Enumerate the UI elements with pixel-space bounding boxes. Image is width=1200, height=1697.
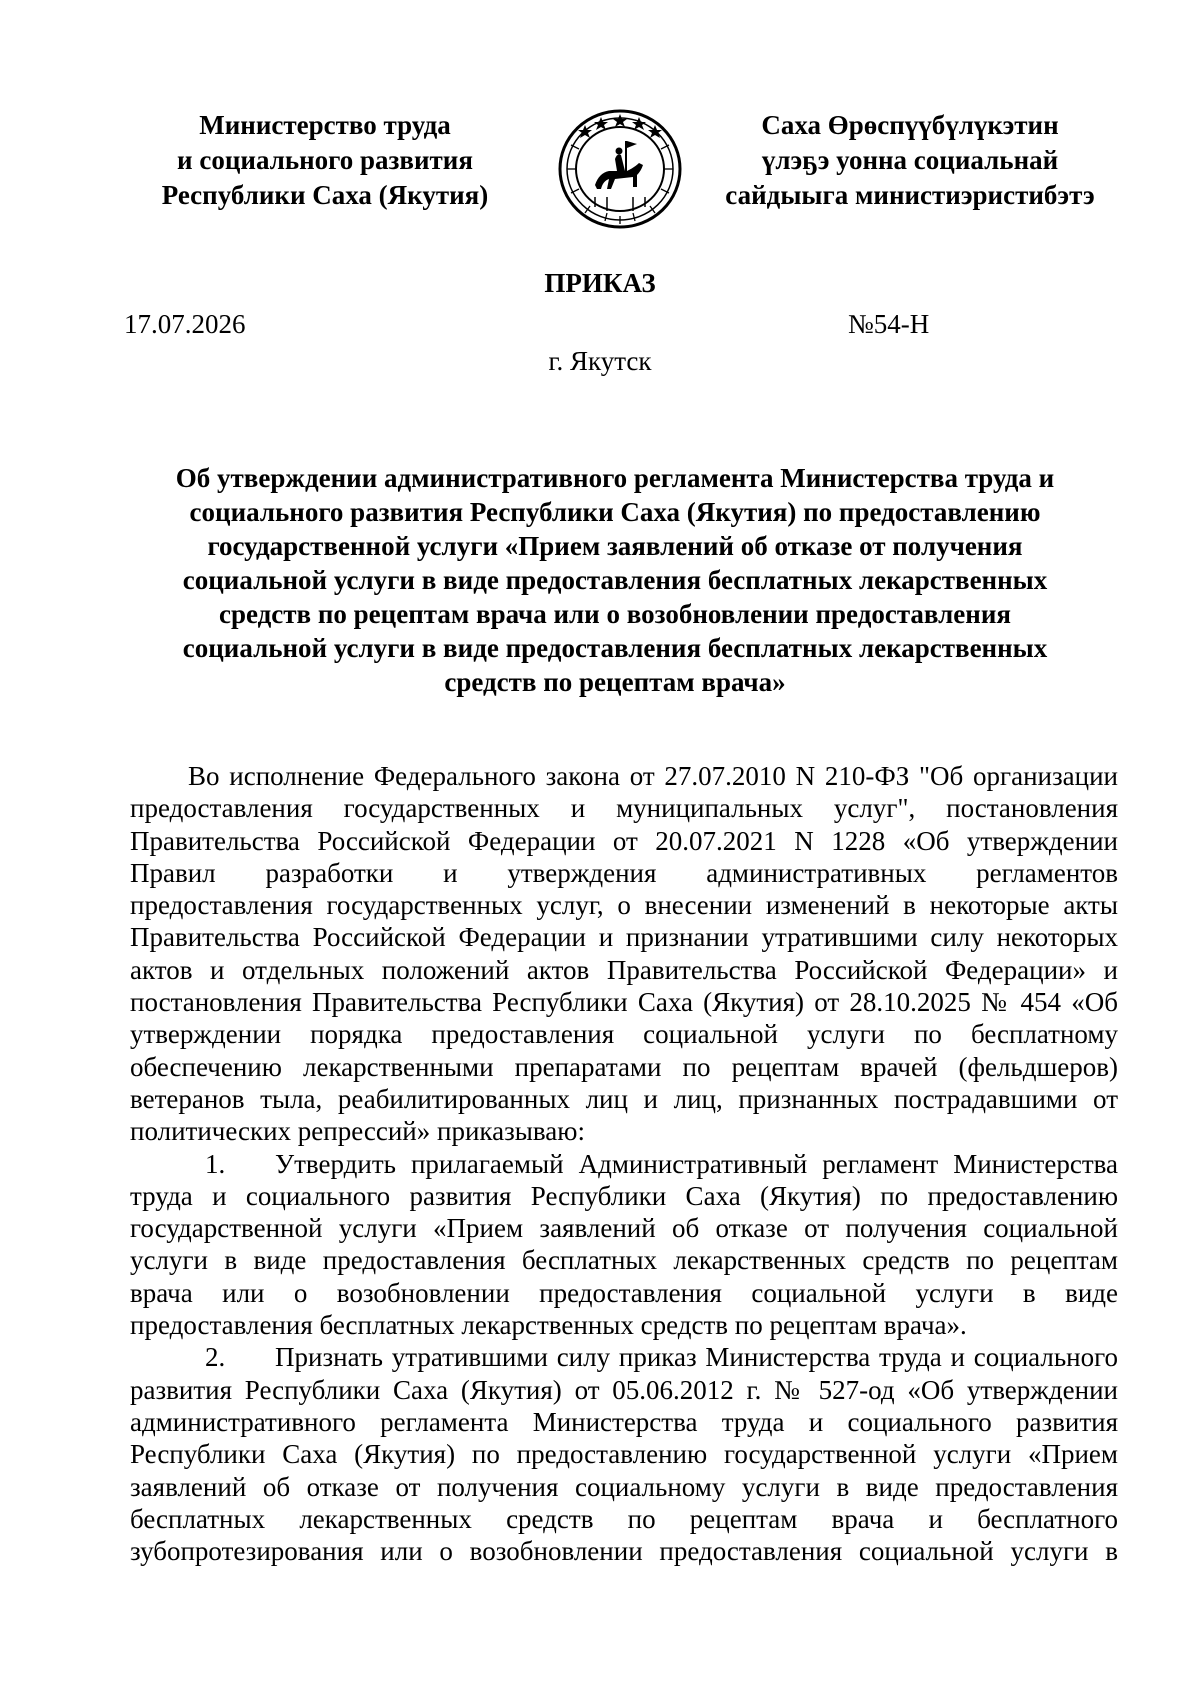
- org-name-yakut: [715, 108, 1105, 213]
- preamble-line: утверждении порядка предоставления социальной услуги по бесплатному: [130, 1019, 1118, 1050]
- preamble-line: предоставления государственных услуг, о внесении изменений в некоторые акты: [130, 890, 1118, 921]
- item-line: труда и социального развития Республики Саха (Якутия) по предоставлению: [130, 1180, 1118, 1211]
- item-line: развития Республики Саха (Якутия) от 05.06.2012 г. № 527-од «Об утверждении: [130, 1374, 1118, 1405]
- preamble-line: Правил разработки и утверждения административных регламентов: [130, 857, 1118, 888]
- item-line: врача или о возобновлении предоставления социальной услуги в виде: [130, 1277, 1118, 1308]
- item-line: предоставления бесплатных лекарственных средств по рецептам врача».: [130, 1310, 967, 1341]
- preamble-line: Правительства Российской Федерации от 20.07.2021 N 1228 «Об утверждении: [130, 825, 1118, 856]
- subject-line: средств по рецептам врача»: [444, 667, 786, 697]
- preamble-line: Во исполнение Федерального закона от 27.07.2010 N 210-ФЗ "Об организации: [188, 761, 1118, 791]
- preamble-line: политических репрессий» приказываю:: [130, 1116, 585, 1147]
- org-name-line: үлэҕэ уонна социальнай: [761, 145, 1059, 175]
- item-line: бесплатных лекарственных средств по рецептам врача и бесплатного: [130, 1503, 1118, 1534]
- item-1-first-line: [130, 1148, 1118, 1180]
- preamble-line: постановления Правительства Республики Саха (Якутия) от 28.10.2025 № 454 «Об: [130, 987, 1118, 1018]
- org-name-line: Министерство труда: [199, 110, 451, 140]
- document-subject: [130, 461, 1100, 699]
- subject-line: социальной услуги в виде предоставления бесплатных лекарственных: [182, 565, 1048, 595]
- org-name-line: Республики Саха (Якутия): [161, 180, 489, 210]
- preamble-line: предоставления государственных и муниципальных услуг", постановления: [130, 793, 1118, 824]
- preamble-line: ветеранов тыла, реабилитированных лиц и лиц, признанных пострадавшими от: [130, 1083, 1118, 1114]
- org-name-line: Саха Өрөспүүбүлүкэтин: [761, 110, 1059, 140]
- org-name-line: сайдыыга министиэристибэтэ: [725, 180, 1095, 210]
- item-line: зубопротезирования или о возобновлении предоставления социальной услуги в: [130, 1536, 1118, 1567]
- subject-line: социальной услуги в виде предоставления бесплатных лекарственных: [182, 633, 1048, 663]
- org-name-russian: [150, 108, 500, 213]
- item-line: административного регламента Министерства труда и социального развития: [130, 1406, 1118, 1437]
- document-type-title: ПРИКАЗ: [544, 268, 656, 298]
- document-date: 17.07.2026: [124, 309, 246, 339]
- subject-line: средств по рецептам врача или о возобновлении предоставления: [218, 599, 1012, 629]
- subject-line: Об утверждении административного регламента Министерства труда и: [175, 463, 1055, 493]
- item-line: государственной услуги «Прием заявлений об отказе от получения социальной: [130, 1213, 1118, 1244]
- preamble-line: Правительства Российской Федерации и признании утратившими силу некоторых: [130, 922, 1118, 953]
- subject-line: государственной услуги «Прием заявлений об отказе от получения: [207, 531, 1023, 561]
- document-city: г. Якутск: [548, 346, 652, 376]
- item-number: 1.: [205, 1148, 226, 1179]
- document-number: №54-Н: [848, 309, 930, 339]
- preamble-line: актов и отдельных положений актов Правительства Российской Федерации» и: [130, 954, 1118, 985]
- item-line: Республики Саха (Якутия) по предоставлению государственной услуги «Прием: [130, 1439, 1118, 1470]
- preamble-line: обеспечению лекарственными препаратами по рецептам врачей (фельдшеров): [130, 1051, 1118, 1082]
- item-2-first-line: [130, 1341, 1118, 1373]
- org-name-line: и социального развития: [177, 145, 473, 175]
- item-line: заявлений об отказе от получения социальному услуги в виде предоставления: [130, 1471, 1118, 1502]
- item-text: Утвердить прилагаемый Административный регламент Министерства: [275, 1148, 1118, 1179]
- item-text: Признать утратившими силу приказ Министерства труда и социального: [275, 1342, 1118, 1373]
- subject-line: социального развития Республики Саха (Якутия) по предоставлению: [189, 497, 1041, 527]
- emblem-icon: [555, 105, 685, 230]
- item-number: 2.: [205, 1342, 226, 1373]
- document-body: [130, 760, 1118, 1567]
- coat-of-arms-emblem: [555, 105, 685, 230]
- item-line: услуги в виде предоставления бесплатных лекарственных средств по рецептам: [130, 1245, 1118, 1276]
